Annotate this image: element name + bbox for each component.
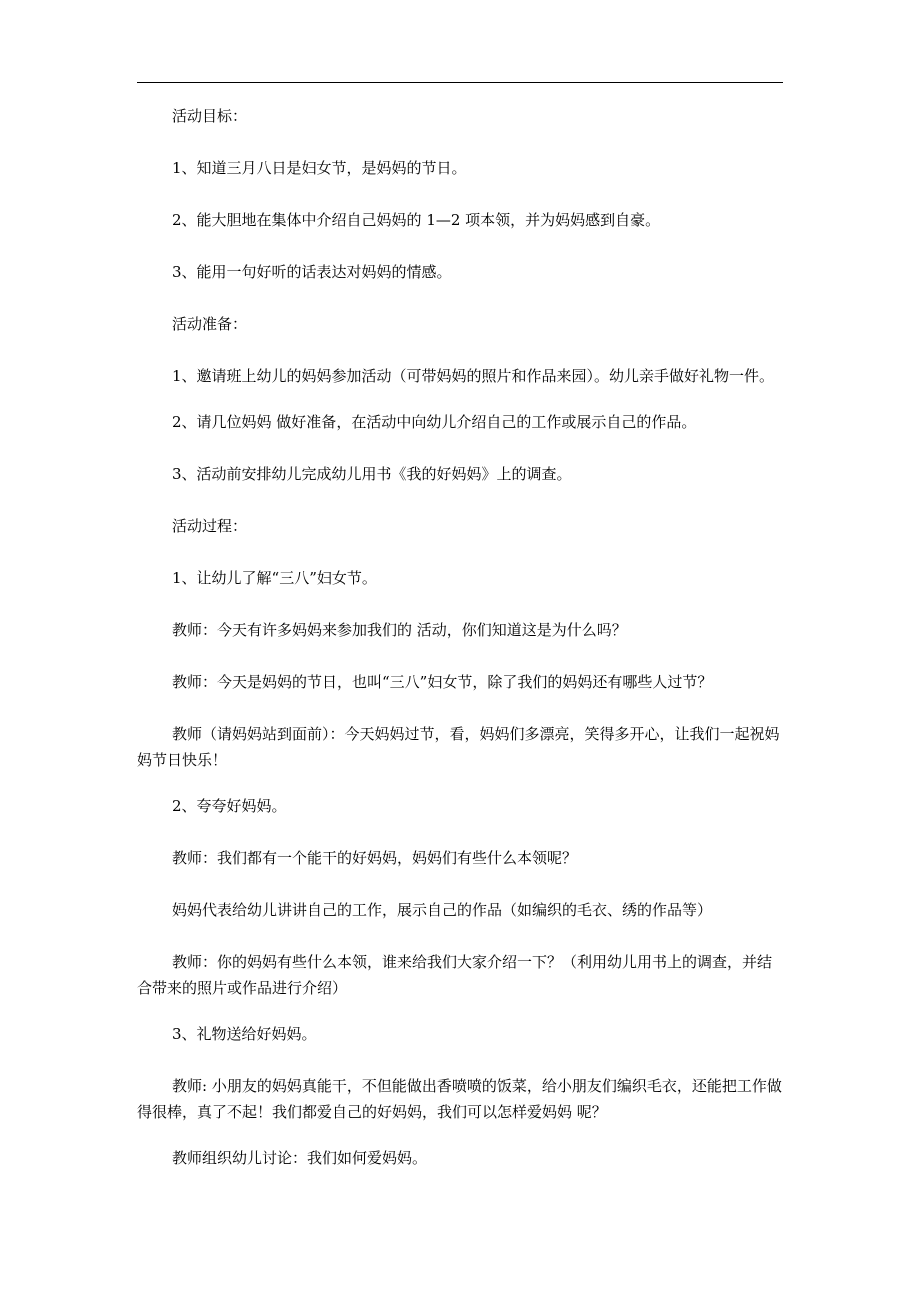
teacher-line: 教师（请妈妈站到面前）：今天妈妈过节，看，妈妈们多漂亮，笑得多开心，让我们一起祝妈妈节日快乐！	[137, 725, 780, 769]
teacher-line: 教师：你的妈妈有些什么本领，谁来给我们大家介绍一下？（利用幼儿用书上的调查，并结合带来的照片或作品进行介绍）	[137, 953, 773, 997]
header-rule	[137, 82, 783, 83]
section-heading-preparation: 活动准备：	[172, 315, 248, 333]
preparation-item: 3、活动前安排幼儿完成幼儿用书《我的好妈妈》上的调查。	[172, 465, 572, 483]
goal-item: 3、能用一句好听的话表达对妈妈的情感。	[172, 263, 452, 281]
process-step: 2、夸夸好妈妈。	[172, 797, 287, 815]
teacher-line: 教师：我们都有一个能干的好妈妈，妈妈们有些什么本领呢？	[172, 849, 578, 867]
goal-item: 2、能大胆地在集体中介绍自己妈妈的 1—2 项本领，并为妈妈感到自豪。	[172, 211, 661, 229]
preparation-item: 2、请几位妈妈 做好准备，在活动中向幼儿介绍自己的工作或展示自己的作品。	[172, 413, 697, 431]
teacher-line: 教师：今天有许多妈妈来参加我们的 活动，你们知道这是为什么吗？	[172, 621, 627, 639]
preparation-item: 1、邀请班上幼儿的妈妈参加活动（可带妈妈的照片和作品来园）。幼儿亲手做好礼物一件。	[172, 367, 775, 385]
teacher-line: 教师：今天是妈妈的节日，也叫“三八”妇女节，除了我们的妈妈还有哪些人过节？	[172, 673, 713, 691]
teacher-line: 教师组织幼儿讨论：我们如何爱妈妈。	[172, 1149, 428, 1167]
document-body	[137, 103, 783, 1197]
section-heading-goals: 活动目标：	[172, 107, 248, 125]
mother-activity: 妈妈代表给幼儿讲讲自己的工作，展示自己的作品（如编织的毛衣、绣的作品等）	[172, 901, 713, 919]
goal-item: 1、知道三月八日是妇女节，是妈妈的节日。	[172, 159, 467, 177]
section-heading-process: 活动过程：	[172, 517, 248, 535]
teacher-line: 教师: 小朋友的妈妈真能干，不但能做出香喷喷的饭菜，给小朋友们编织毛衣，还能把工作做得很棒，真了不起！我们都爱自己的好妈妈，我们可以怎样爱妈妈 呢？	[137, 1077, 782, 1121]
process-step: 1、让幼儿了解“三八”妇女节。	[172, 569, 377, 587]
process-step: 3、礼物送给好妈妈。	[172, 1025, 317, 1043]
